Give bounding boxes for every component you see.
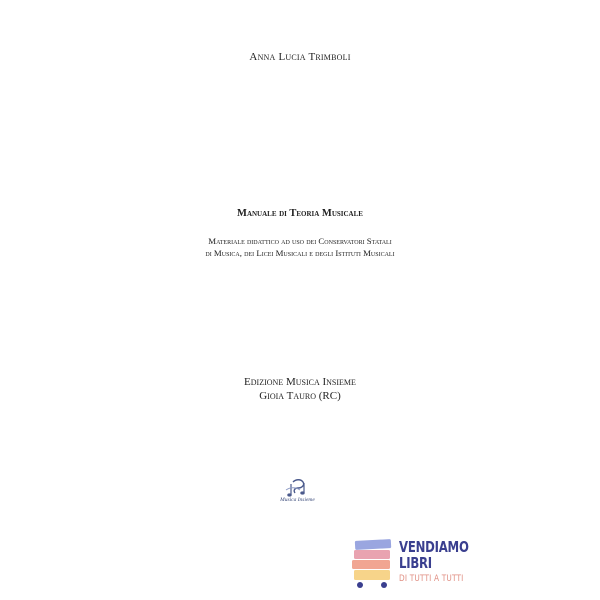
subtitle-line-2: di Musica, dei Licei Musicali e degli Istituti Musicali [205,248,395,258]
vendiamo-libri-watermark [352,538,472,594]
subtitle-line-1: Materiale didattico ad uso dei Conservatori Statali [208,236,392,246]
book-title: Manuale di Teoria Musicale [237,208,363,219]
publisher-location: Gioia Tauro (RC) [259,390,341,402]
watermark-line-2: LIBRI [399,554,432,572]
author-name: Anna Lucia Trimboli [249,51,351,63]
stacked-books-cart-icon [352,538,394,590]
publisher-logo-script: Musica Insieme [280,497,315,503]
watermark-line-1: VENDIAMO [399,538,469,556]
watermark-tagline: DI TUTTI A TUTTI [399,574,464,584]
publisher-name: Edizione Musica Insieme [244,376,356,388]
